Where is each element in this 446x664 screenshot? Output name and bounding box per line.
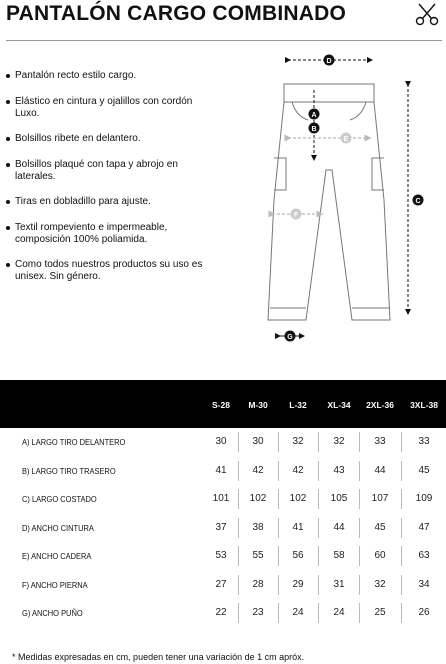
- table-row: [0, 542, 446, 570]
- table-cell: 44: [333, 521, 345, 533]
- diagram-letter-d: D: [326, 58, 332, 65]
- diagram-letter-d-badge: [324, 55, 335, 66]
- table-cell: 31: [333, 578, 345, 590]
- table-cell: 43: [333, 464, 345, 476]
- table-cell: 32: [374, 578, 386, 590]
- table-cell: 27: [215, 578, 227, 590]
- column-divider: [318, 432, 319, 452]
- table-cell: 63: [418, 550, 430, 561]
- feature-item: Textil rompeviento e impermeable, composición 100% poliamida.: [6, 222, 206, 246]
- feature-item: Tiras en dobladillo para ajuste.: [6, 196, 206, 208]
- size-header-2xl36: 2XL-36: [366, 400, 394, 410]
- table-row: [0, 599, 446, 627]
- page-title: PANTALÓN CARGO COMBINADO: [6, 2, 347, 25]
- row-label: D) ANCHO CINTURA: [22, 522, 94, 533]
- diagram-letter-b: B: [311, 126, 317, 133]
- table-cell: 56: [292, 550, 304, 561]
- row-label: B) LARGO TIRO TRASERO: [22, 465, 116, 476]
- size-header-m30: M-30: [248, 400, 268, 410]
- diagram-letter-c: C: [415, 198, 421, 205]
- table-row: [0, 457, 446, 485]
- diagram-letter-f-badge: [291, 209, 302, 220]
- footnote: * Medidas expresadas en cm, pueden tener una variación de 1 cm apróx.: [12, 652, 305, 662]
- size-header-l32: L-32: [289, 400, 307, 410]
- table-cell: 47: [418, 521, 430, 533]
- table-cell: 33: [418, 436, 430, 447]
- column-divider: [318, 461, 319, 481]
- feature-item: Pantalón recto estilo cargo.: [6, 70, 206, 82]
- row-label: C) LARGO COSTADO: [22, 494, 97, 504]
- row-label: G) ANCHO PUÑO: [22, 608, 83, 618]
- table-cell: 32: [333, 436, 345, 447]
- column-divider: [401, 432, 402, 452]
- column-divider: [318, 575, 319, 595]
- table-row: [0, 571, 446, 599]
- table-cell: 101: [212, 493, 230, 504]
- scissors-icon: [414, 2, 440, 26]
- column-divider: [359, 575, 360, 595]
- column-divider: [401, 546, 402, 566]
- table-row: [0, 485, 446, 513]
- size-header-3xl38: 3XL-38: [410, 400, 438, 410]
- table-cell: 24: [333, 607, 345, 618]
- table-cell: 37: [215, 521, 227, 533]
- table-cell: 45: [374, 521, 386, 533]
- table-row: [0, 428, 446, 456]
- column-divider: [401, 461, 402, 481]
- column-divider: [359, 489, 360, 509]
- diagram-letter-b-badge: [309, 123, 320, 134]
- table-cell: 22: [215, 607, 227, 618]
- column-divider: [318, 489, 319, 509]
- row-label: A) LARGO TIRO DELANTERO: [22, 437, 126, 447]
- column-divider: [401, 489, 402, 509]
- feature-item: Como todos nuestros productos su uso es unisex. Sin género.: [6, 259, 206, 283]
- table-cell: 34: [418, 578, 430, 590]
- column-divider: [359, 546, 360, 566]
- diagram-letter-g: G: [287, 334, 293, 341]
- table-cell: 58: [333, 550, 345, 561]
- row-label: F) ANCHO PIERNA: [22, 579, 88, 590]
- diagram-letter-f: F: [293, 212, 299, 219]
- table-cell: 102: [289, 493, 307, 504]
- size-header-s28: S-28: [212, 400, 230, 410]
- title-divider: [6, 40, 442, 41]
- column-divider: [359, 432, 360, 452]
- table-cell: 41: [215, 464, 227, 476]
- diagram-letter-e: E: [343, 136, 349, 143]
- table-cell: 38: [252, 521, 264, 533]
- table-cell: 102: [249, 493, 267, 504]
- table-cell: 107: [371, 493, 389, 504]
- table-cell: 42: [292, 464, 304, 476]
- table-cell: 55: [252, 550, 264, 561]
- column-divider: [359, 461, 360, 481]
- table-cell: 33: [374, 436, 386, 447]
- table-cell: 60: [374, 550, 386, 561]
- column-divider: [318, 546, 319, 566]
- table-cell: 24: [292, 607, 304, 618]
- column-divider: [401, 603, 402, 623]
- column-divider: [401, 575, 402, 595]
- table-cell: 53: [215, 550, 227, 561]
- diagram-letter-g-badge: [285, 331, 296, 342]
- table-cell: 23: [252, 607, 264, 618]
- table-cell: 28: [252, 578, 264, 590]
- diagram-letter-a: A: [311, 112, 317, 119]
- table-cell: 25: [374, 607, 386, 618]
- column-divider: [359, 518, 360, 538]
- diagram-letter-e-badge: [341, 133, 352, 144]
- feature-item: Bolsillos plaqué con tapa y abrojo en laterales.: [6, 159, 206, 183]
- diagram-letter-a-badge: [309, 109, 320, 120]
- row-label: E) ANCHO CADERA: [22, 551, 92, 561]
- diagram-letter-c-badge: [413, 195, 424, 206]
- column-divider: [359, 603, 360, 623]
- column-divider: [318, 518, 319, 538]
- feature-list: [6, 70, 206, 297]
- table-cell: 30: [252, 436, 264, 447]
- table-cell: 44: [374, 464, 386, 476]
- size-header-xl34: XL-34: [327, 400, 351, 410]
- column-divider: [318, 603, 319, 623]
- table-cell: 109: [415, 493, 433, 504]
- table-cell: 105: [330, 493, 348, 504]
- feature-item: Elástico en cintura y ojalillos con cordón Luxo.: [6, 96, 206, 120]
- table-cell: 26: [418, 607, 430, 618]
- table-row: [0, 514, 446, 542]
- pants-outline: [268, 84, 390, 320]
- table-cell: 41: [292, 521, 304, 533]
- pants-diagram: [234, 50, 446, 360]
- table-cell: 42: [252, 464, 264, 476]
- table-cell: 30: [215, 436, 227, 447]
- table-cell: 45: [418, 464, 430, 476]
- table-cell: 29: [292, 578, 304, 590]
- column-divider: [401, 518, 402, 538]
- feature-item: Bolsillos ribete en delantero.: [6, 133, 206, 145]
- table-cell: 32: [292, 436, 304, 447]
